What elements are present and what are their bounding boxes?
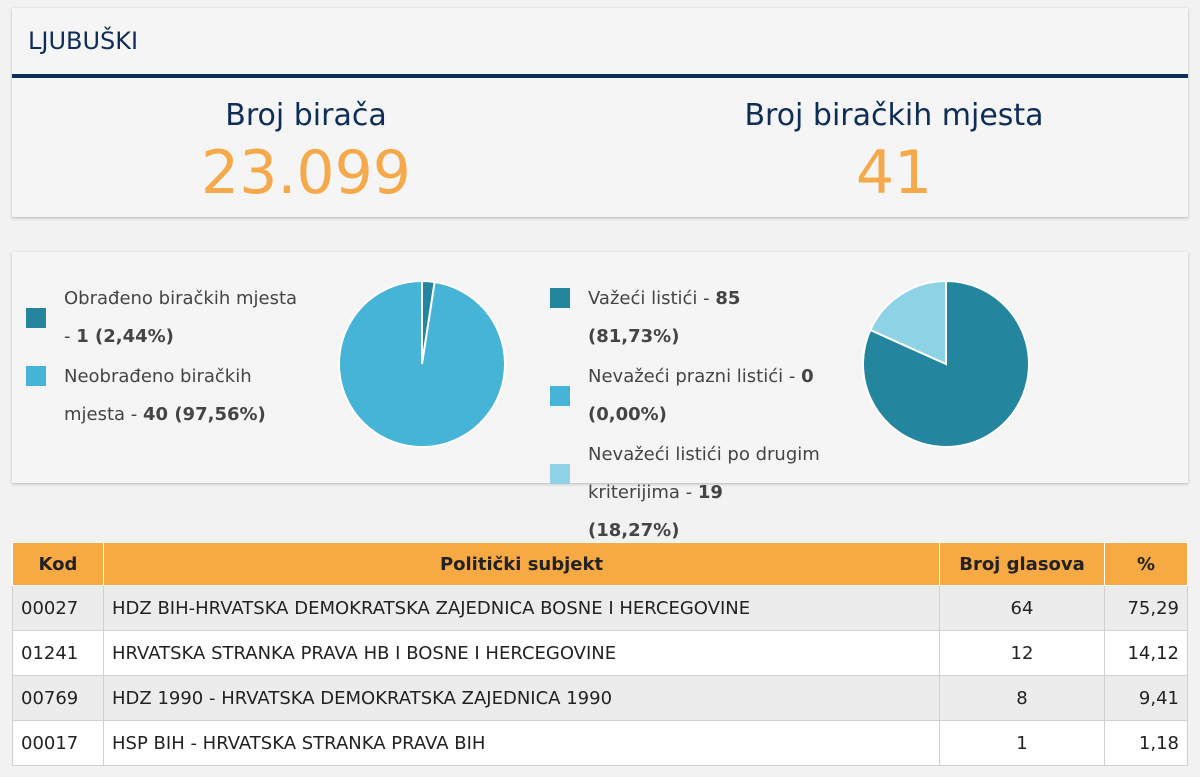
summary-card [12, 8, 1188, 217]
ballots-pie-chart [862, 280, 1030, 448]
legend-label: Neobrađeno biračkih mjesta - [64, 366, 252, 425]
legend-label: Nevažeći prazni listići - [588, 366, 802, 387]
legend-item-unprocessed [26, 358, 306, 434]
table-row [13, 676, 1188, 721]
municipality-title: LJUBUŠKI [12, 8, 1188, 78]
cell-kod: 00017 [13, 721, 104, 766]
cell-subjekt: HDZ 1990 - HRVATSKA DEMOKRATSKA ZAJEDNICA 1990 [104, 676, 940, 721]
cell-kod: 00769 [13, 676, 104, 721]
cell-pct: 1,18 [1105, 721, 1188, 766]
table-row [13, 721, 1188, 766]
cell-subjekt: HRVATSKA STRANKA PRAVA HB I BOSNE I HERCEGOVINE [104, 631, 940, 676]
table-header-row [13, 543, 1188, 586]
cell-kod: 01241 [13, 631, 104, 676]
stations-legend [26, 280, 306, 436]
legend-swatch [550, 386, 570, 406]
results-table [12, 542, 1188, 766]
stats-row [12, 78, 1188, 217]
polling-stations-value: 41 [855, 138, 933, 208]
header-percent[interactable]: % [1105, 543, 1188, 586]
cell-kod: 00027 [13, 586, 104, 631]
cell-glasovi: 8 [940, 676, 1105, 721]
ballots-legend [550, 280, 820, 552]
legend-swatch [550, 464, 570, 484]
pie-slice-2 [339, 281, 505, 447]
stations-pie-chart [338, 280, 506, 448]
table-row [13, 586, 1188, 631]
cell-glasovi: 64 [940, 586, 1105, 631]
legend-label: Važeći listići - [588, 288, 716, 309]
cell-subjekt: HSP BIH - HRVATSKA STRANKA PRAVA BIH [104, 721, 940, 766]
legend-value: 1 (2,44%) [76, 326, 174, 347]
cell-glasovi: 1 [940, 721, 1105, 766]
legend-swatch [550, 288, 570, 308]
legend-swatch [26, 308, 46, 328]
legend-item-invalid-other [550, 436, 820, 550]
legend-value: 0 (0,00%) [588, 366, 814, 425]
polling-stations-label: Broj biračkih mjesta [744, 98, 1044, 133]
legend-item-processed [26, 280, 306, 356]
legend-value: 85 (81,73%) [588, 288, 741, 347]
legend-value: 40 (97,56%) [143, 404, 266, 425]
legend-label: Nevažeći listići po drugim kriterijima - [588, 444, 820, 503]
cell-subjekt: HDZ BIH-HRVATSKA DEMOKRATSKA ZAJEDNICA BOSNE I HERCEGOVINE [104, 586, 940, 631]
polling-stations-stat [600, 78, 1188, 217]
legend-swatch [26, 366, 46, 386]
voters-value: 23.099 [201, 138, 411, 208]
legend-label: Obrađeno biračkih mjesta - [64, 288, 298, 347]
cell-pct: 9,41 [1105, 676, 1188, 721]
voters-label: Broj birača [225, 98, 387, 133]
cell-glasovi: 12 [940, 631, 1105, 676]
header-politicki-subjekt[interactable]: Politički subjekt [104, 543, 940, 586]
voters-stat [12, 78, 600, 217]
cell-pct: 14,12 [1105, 631, 1188, 676]
legend-item-valid [550, 280, 820, 356]
legend-item-invalid-blank [550, 358, 820, 434]
header-broj-glasova[interactable]: Broj glasova [940, 543, 1105, 586]
table-row [13, 631, 1188, 676]
header-kod[interactable]: Kod [13, 543, 104, 586]
cell-pct: 75,29 [1105, 586, 1188, 631]
charts-card [12, 252, 1188, 541]
legend-value: 19 (18,27%) [588, 482, 723, 541]
